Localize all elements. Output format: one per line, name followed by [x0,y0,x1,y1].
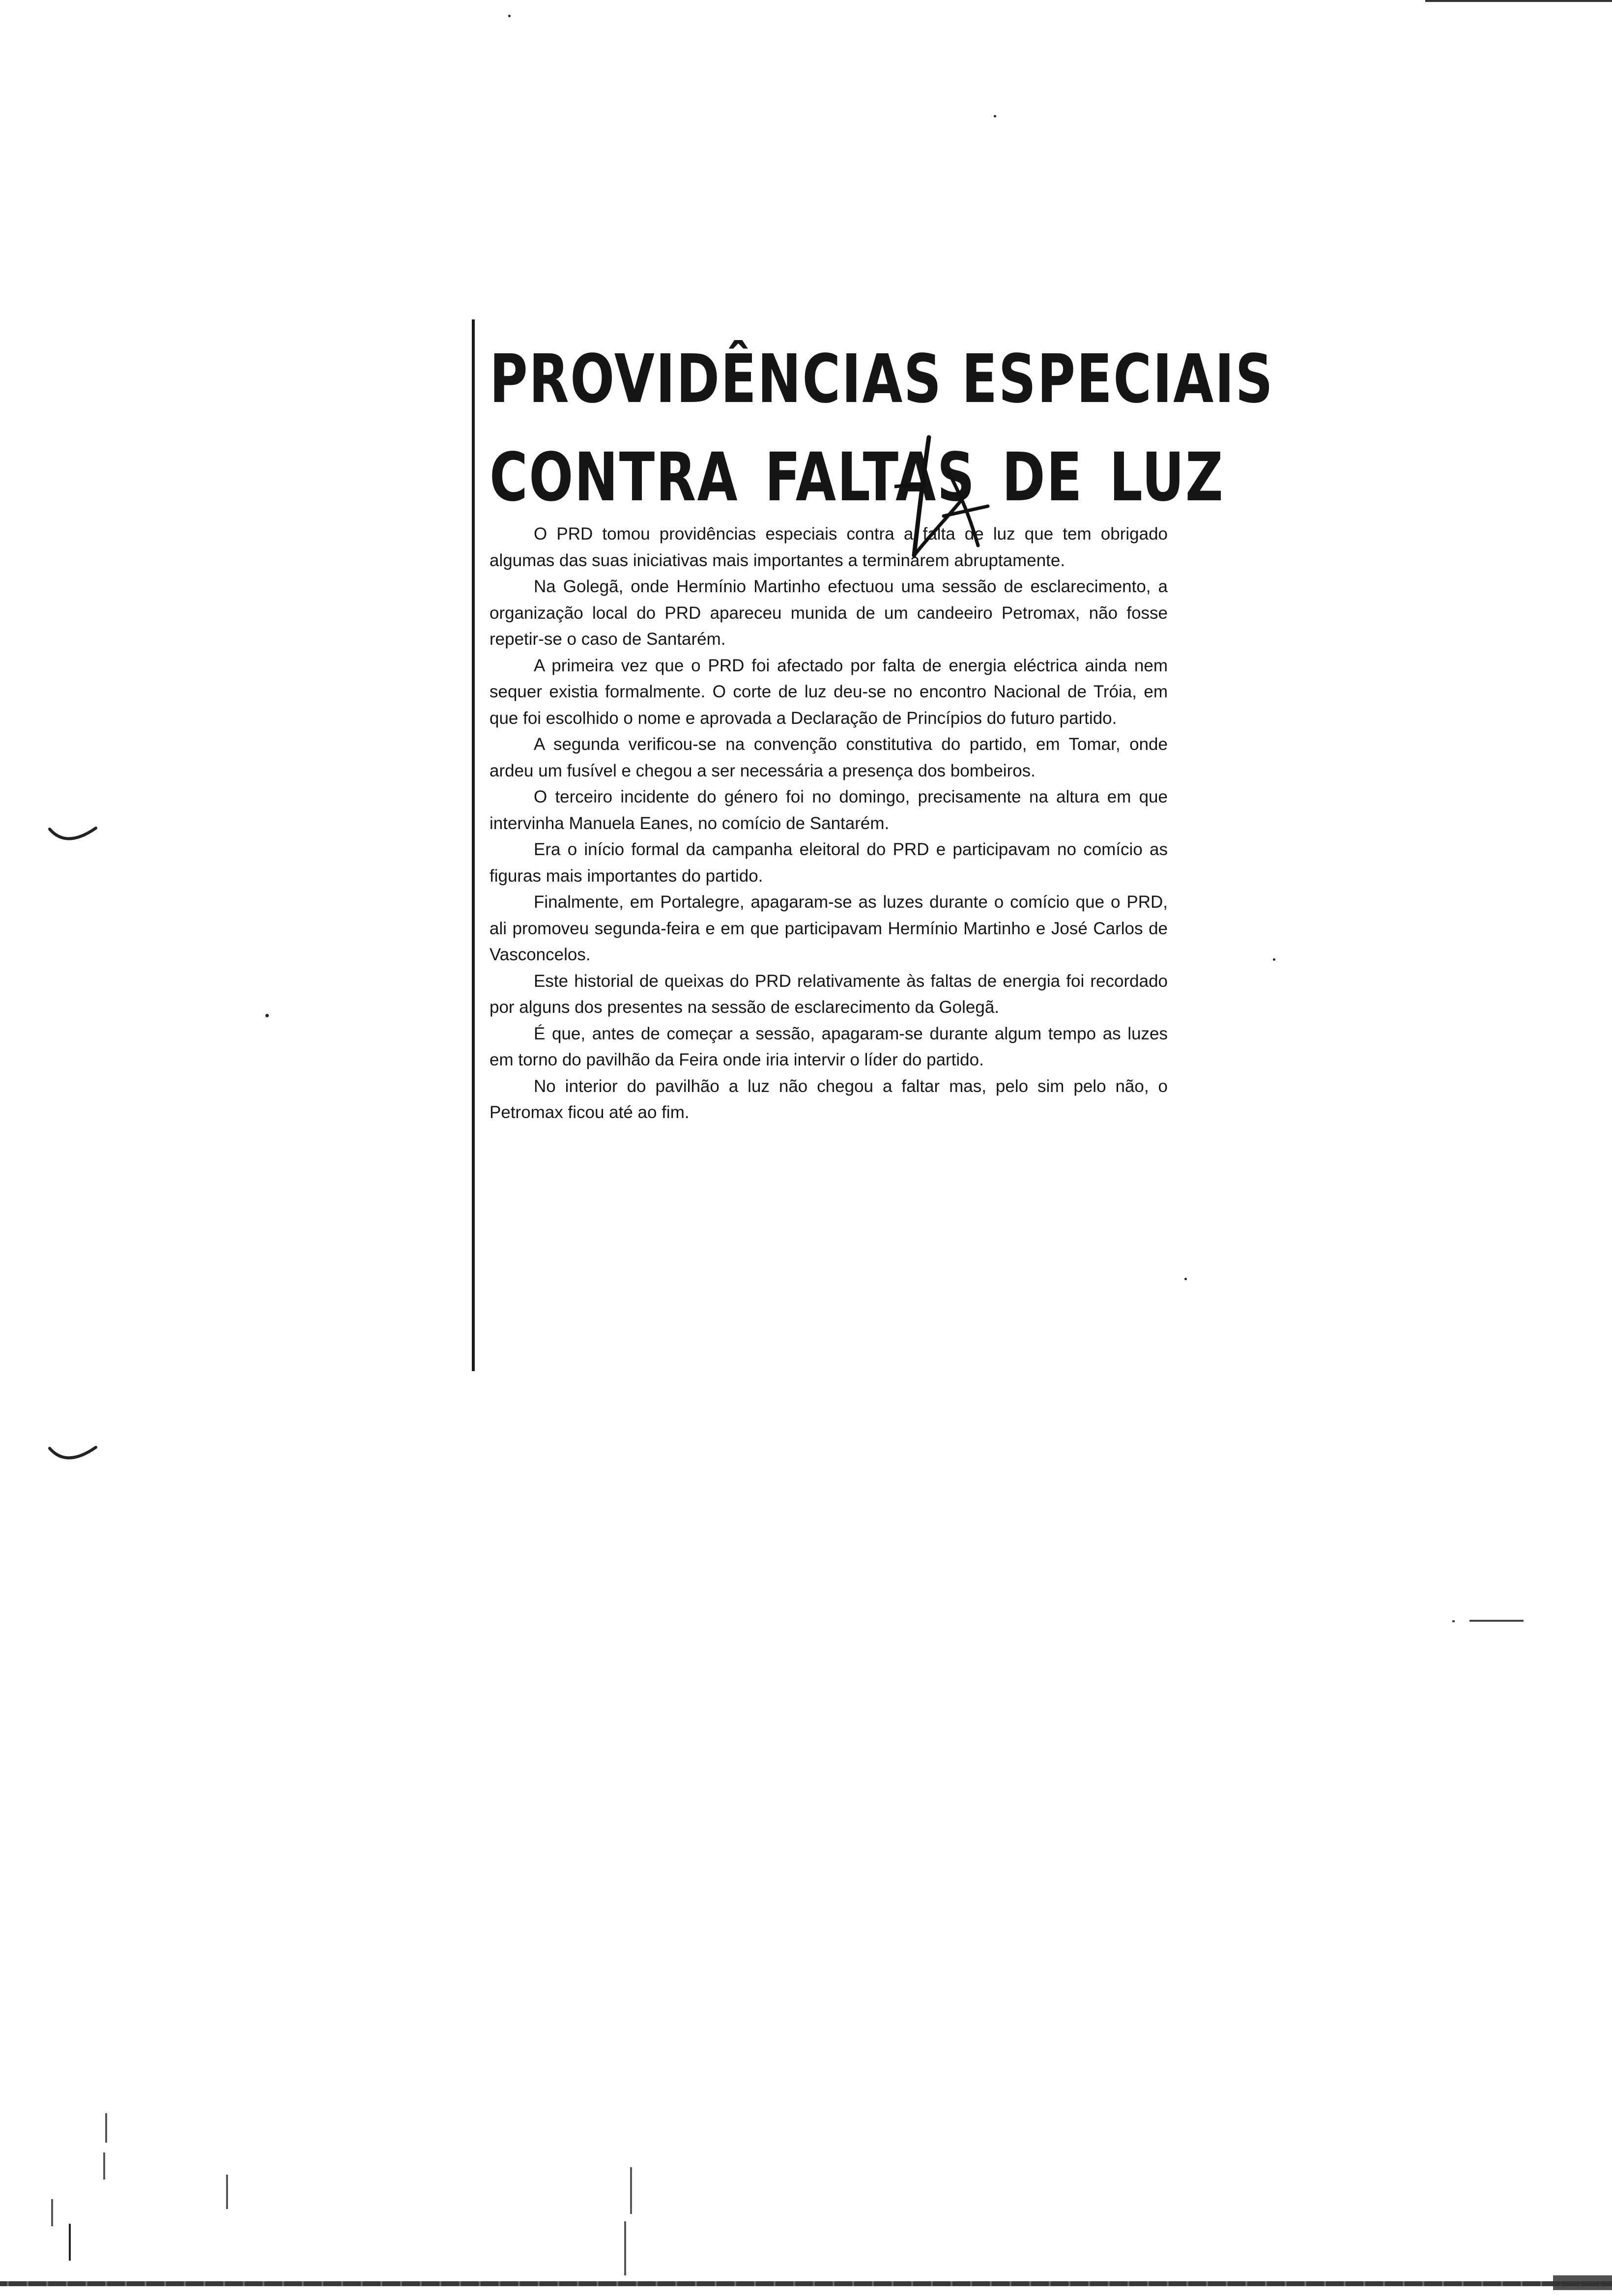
article-paragraph: Era o início formal da campanha eleitoral do PRD e participavam no comício as figuras mais importantes do partido. [489,840,1168,886]
headline-line-1: PROVIDÊNCIAS ESPECIAIS [489,341,1274,418]
scan-tick [105,2113,107,2143]
headline-line-2: CONTRA FALTAS DE LUZ [489,439,1225,517]
scan-mark-dot [1452,1620,1455,1622]
punch-hole-mark-lower [47,1442,101,1472]
scan-edge-top [1425,0,1612,5]
article-paragraph: O terceiro incidente do género foi no domingo, precisamente na altura em que intervinha Manuela Eanes, no comício de Santarém. [489,787,1168,833]
scan-tick [69,2224,71,2261]
article-paragraph: A segunda verificou-se na convenção constitutiva do partido, em Tomar, onde ardeu um fusível e chegou a ser necessária a presença dos bombeiros. [489,735,1168,780]
article-paragraph: Finalmente, em Portalegre, apagaram-se as luzes durante o comício que o PRD, ali promoveu segunda-feira e em que participavam Hermínio Martinho e José Carlos de Vasconcelos. [489,892,1168,964]
scan-tick [51,2199,53,2226]
punch-hole-mark-upper [47,823,101,853]
article-paragraph: No interior do pavilhão a luz não chegou a faltar mas, pelo sim pelo não, o Petromax ficou até ao fim. [489,1076,1168,1122]
newspaper-clipping [472,315,1274,1371]
article-paragraph: O PRD tomou providências especiais contra a falta de luz que tem obrigado algumas das suas iniciativas mais importantes a terminarem abruptamente. [489,524,1168,570]
scan-tick [624,2221,626,2275]
scan-speck [1184,1278,1187,1280]
article-paragraph: A primeira vez que o PRD foi afectado por falta de energia eléctrica ainda nem sequer existia formalmente. O corte de luz deu-se no encontro Nacional de Tróia, em que foi escolhido o nome e aprovada a Declaração de Princípios do futuro partido. [489,656,1168,728]
scan-speck [1273,958,1275,961]
article-paragraph: Na Golegã, onde Hermínio Martinho efectuou uma sessão de esclarecimento, a organização local do PRD apareceu munida de um candeeiro Petromax, não fosse repetir-se o caso de Santarém. [489,577,1168,649]
scan-tick [103,2152,105,2180]
scan-tick [226,2175,228,2209]
article-body [489,521,1168,1126]
article-paragraph: É que, antes de começar a sessão, apagaram-se durante algum tempo as luzes em torno do pavilhão da Feira onde iria intervir o líder do partido. [489,1024,1168,1069]
scan-edge-bottom [0,2281,1612,2286]
scan-speck [265,1014,269,1017]
scan-speck [994,115,996,117]
scan-tick [630,2167,632,2214]
scan-speck [508,15,511,17]
clipping-left-rule [472,319,475,1371]
article-paragraph: Este historial de queixas do PRD relativamente às faltas de energia foi recordado por alguns dos presentes na sessão de esclarecimento da Golegã. [489,971,1168,1017]
scan-mark-dash [1469,1620,1524,1622]
scan-edge-corner [1553,2275,1612,2290]
